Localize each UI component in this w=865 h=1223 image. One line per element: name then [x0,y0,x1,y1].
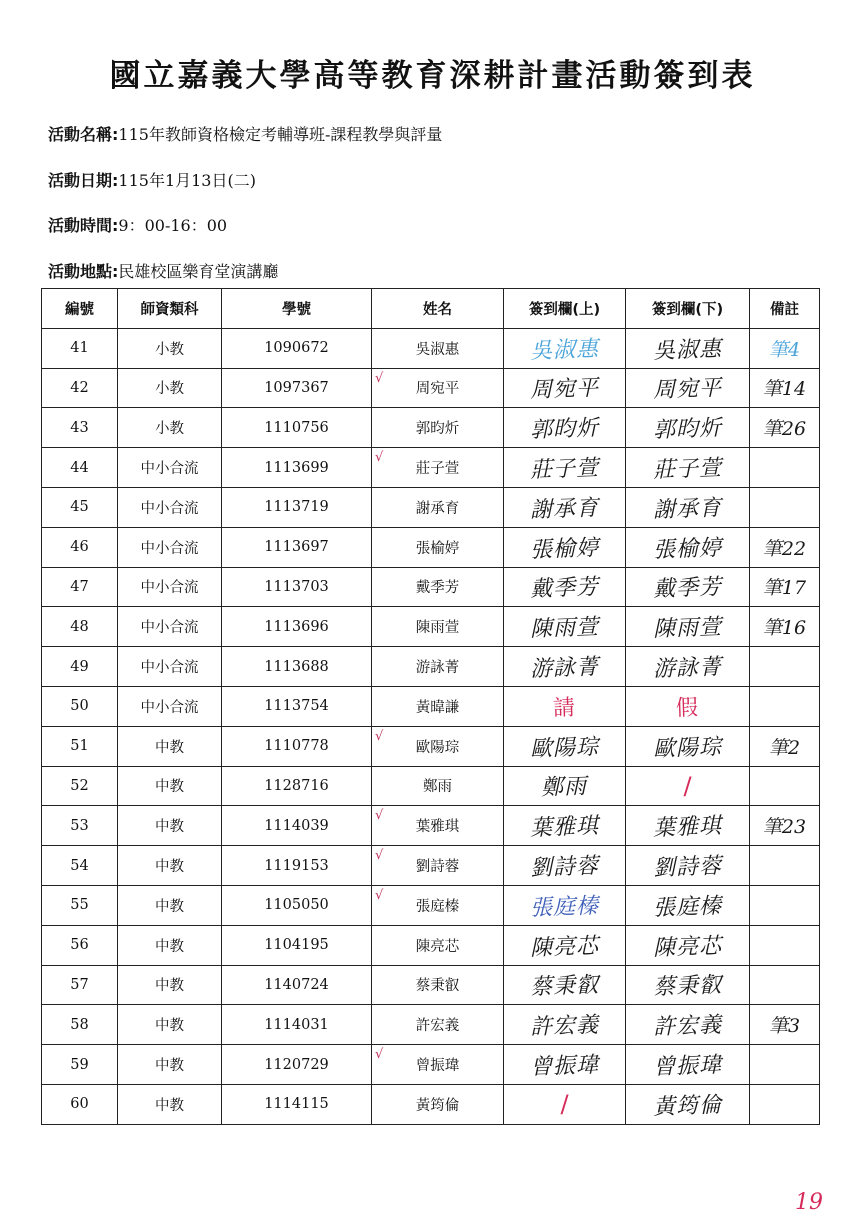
row-remark-cell [750,766,820,806]
row-number: 42 [42,368,118,408]
signature-am-cell [504,368,626,408]
signature-am: 郭昀炘 [529,416,600,444]
row-name: 許宏義 [415,1018,460,1035]
row-remark-cell [750,567,820,607]
row-name-cell [372,925,504,965]
signature-pm: 張庭榛 [652,893,723,922]
row-name: 蔡秉叡 [415,978,460,995]
row-name-cell [372,726,504,766]
row-student-id: 1113719 [222,487,372,527]
row-remark-cell [750,647,820,687]
signature-am: 謝承育 [529,495,600,524]
row-remark-cell [750,846,820,886]
signature-am: 請 [552,695,577,722]
signature-am: 蔡秉叡 [529,973,600,1001]
table-row [42,408,820,448]
signature-am-cell [504,925,626,965]
signature-pm-cell [626,806,750,846]
row-remark: 筆16 [762,617,807,640]
row-number: 50 [42,686,118,726]
row-student-id: 1113703 [222,567,372,607]
table-row [42,567,820,607]
signature-pm: 吳淑惠 [652,336,723,364]
signature-am: 周宛平 [529,376,600,404]
table-header-row [42,289,820,329]
row-remark: 筆26 [762,418,807,441]
row-name: 吳淑惠 [415,341,460,358]
activity-time [48,213,227,236]
signature-am-cell [504,647,626,687]
strike-mark: / [560,1090,569,1119]
signature-pm-cell [626,647,750,687]
signature-pm-cell [626,487,750,527]
signature-pm-cell [626,925,750,965]
table-row [42,368,820,408]
table-row [42,607,820,647]
row-remark-cell [750,408,820,448]
signature-am-cell [504,527,626,567]
signature-pm: 莊子萱 [652,455,723,484]
table-row [42,846,820,886]
row-name: 游詠菁 [415,660,460,677]
row-name-cell [372,1045,504,1085]
activity-place-label: 活動地點: [48,262,119,281]
row-name-cell [372,607,504,647]
row-number: 57 [42,965,118,1005]
header-sign-pm: 簽到欄(下) [626,289,750,329]
row-remark-cell [750,607,820,647]
row-name-cell [372,328,504,368]
row-remark-cell [750,925,820,965]
row-name-cell [372,487,504,527]
row-category: 中小合流 [118,567,222,607]
row-category: 中教 [118,885,222,925]
row-student-id: 1090672 [222,328,372,368]
row-name-cell [372,846,504,886]
signature-pm-cell [626,846,750,886]
header-sign-am: 簽到欄(上) [504,289,626,329]
row-remark-cell [750,328,820,368]
signature-pm: 戴季芳 [652,575,723,603]
row-name: 鄭雨 [423,779,452,796]
table-row [42,328,820,368]
signature-pm-cell [626,368,750,408]
signature-pm: 劉詩蓉 [652,853,723,882]
activity-date [48,168,256,191]
signature-pm: 游詠菁 [652,654,723,683]
check-mark-icon: √ [375,887,384,903]
row-name-cell [372,766,504,806]
row-name-cell [372,1084,504,1124]
table-row [42,647,820,687]
check-mark-icon: √ [375,370,384,386]
row-name-cell [372,567,504,607]
row-name-cell [372,965,504,1005]
row-number: 44 [42,448,118,488]
row-remark: 筆17 [762,577,807,600]
signature-pm-cell [626,527,750,567]
row-student-id: 1114115 [222,1084,372,1124]
row-number: 45 [42,487,118,527]
row-remark-cell [750,1005,820,1045]
signature-pm: 陳雨萱 [652,615,723,643]
row-name: 周宛平 [415,381,460,398]
row-category: 中教 [118,726,222,766]
row-remark-cell [750,806,820,846]
row-name-cell [372,647,504,687]
row-student-id: 1110778 [222,726,372,766]
row-student-id: 1113696 [222,607,372,647]
signature-pm: 蔡秉叡 [652,973,723,1001]
row-number: 56 [42,925,118,965]
signature-pm: 假 [675,695,700,722]
row-number: 55 [42,885,118,925]
activity-place-value: 民雄校區樂育堂演講廳 [118,262,279,281]
activity-name [48,122,442,145]
row-category: 小教 [118,408,222,448]
row-category: 中教 [118,766,222,806]
header-student-id: 學號 [222,289,372,329]
row-name-cell [372,368,504,408]
row-category: 中教 [118,806,222,846]
row-remark-cell [750,885,820,925]
header-name: 姓名 [372,289,504,329]
signature-am-cell [504,328,626,368]
table-row [42,1084,820,1124]
row-number: 46 [42,527,118,567]
row-student-id: 1105050 [222,885,372,925]
row-name: 陳亮芯 [415,938,460,955]
row-name: 曾振瑋 [415,1058,460,1075]
signature-pm-cell [626,885,750,925]
sign-in-table [41,288,820,1125]
row-name-cell [372,806,504,846]
row-remark-cell [750,448,820,488]
activity-place [48,259,278,282]
header-remarks: 備註 [750,289,820,329]
signature-pm-cell [626,408,750,448]
row-category: 中小合流 [118,686,222,726]
activity-date-label: 活動日期: [48,171,119,190]
strike-mark: / [683,771,692,800]
row-student-id: 1114039 [222,806,372,846]
row-name: 葉雅琪 [415,819,460,836]
signature-pm: 謝承育 [652,495,723,524]
row-category: 中教 [118,925,222,965]
row-remark-cell [750,527,820,567]
row-category: 中教 [118,1005,222,1045]
signature-am-cell [504,885,626,925]
row-remark: 筆22 [762,537,807,560]
table-body [42,328,820,1124]
row-number: 59 [42,1045,118,1085]
signature-am-cell [504,766,626,806]
check-mark-icon: √ [375,848,384,864]
row-name-cell [372,448,504,488]
signature-am: 許宏義 [529,1013,600,1041]
row-student-id: 1140724 [222,965,372,1005]
table-row [42,448,820,488]
row-remark: 筆3 [768,1015,801,1038]
row-category: 中教 [118,846,222,886]
row-remark-cell [750,1045,820,1085]
signature-pm-cell [626,448,750,488]
row-name: 謝承育 [415,500,460,517]
signature-am-cell [504,487,626,527]
row-category: 中小合流 [118,607,222,647]
activity-date-value: 115年1月13日(二) [118,171,256,190]
row-name: 張庭榛 [415,898,460,915]
page-title: 國立嘉義大學高等教育深耕計畫活動簽到表 [109,58,756,94]
header-number: 編號 [42,289,118,329]
row-name: 劉詩蓉 [415,859,460,876]
signature-pm-cell [626,686,750,726]
signature-pm: 郭昀炘 [652,416,723,444]
signature-am: 吳淑惠 [529,336,600,364]
row-student-id: 1113697 [222,527,372,567]
row-remark-cell [750,726,820,766]
table-row [42,885,820,925]
signature-am: 鄭雨 [541,774,588,802]
row-category: 中教 [118,1045,222,1085]
row-remark-cell [750,487,820,527]
signature-am: 張庭榛 [529,893,600,922]
row-remark: 筆4 [768,338,801,361]
row-category: 小教 [118,368,222,408]
row-name-cell [372,1005,504,1045]
signature-am-cell [504,806,626,846]
row-name-cell [372,527,504,567]
table-row [42,686,820,726]
row-student-id: 1113754 [222,686,372,726]
table-row [42,766,820,806]
row-category: 中教 [118,1084,222,1124]
row-category: 小教 [118,328,222,368]
signature-am-cell [504,1084,626,1124]
row-student-id: 1110756 [222,408,372,448]
signature-am: 劉詩蓉 [529,853,600,882]
page-number-mark: 19 [795,1190,823,1215]
row-student-id: 1120729 [222,1045,372,1085]
row-category: 中小合流 [118,527,222,567]
row-name: 黃暐謙 [415,699,460,716]
activity-name-value: 115年教師資格檢定考輔導班-課程教學與評量 [118,125,443,144]
row-remark-cell [750,965,820,1005]
row-category: 中小合流 [118,487,222,527]
signature-am: 張榆婷 [529,535,600,563]
row-student-id: 1119153 [222,846,372,886]
check-mark-icon: √ [375,1047,384,1063]
check-mark-icon: √ [375,808,384,824]
signature-am-cell [504,686,626,726]
signature-am: 戴季芳 [529,575,600,603]
activity-time-label: 活動時間: [48,216,119,235]
check-mark-icon: √ [375,728,384,744]
activity-time-value: 9：00-16：00 [118,216,228,235]
table-row [42,1045,820,1085]
signature-pm: 黃筠倫 [652,1092,723,1121]
signature-am: 陳雨萱 [529,615,600,643]
signature-pm-cell [626,328,750,368]
row-name: 戴季芳 [415,580,460,597]
signature-pm-cell [626,607,750,647]
row-remark-cell [750,686,820,726]
signature-am-cell [504,408,626,448]
signature-pm-cell [626,1045,750,1085]
signature-pm-cell [626,567,750,607]
row-remark-cell [750,1084,820,1124]
row-name-cell [372,885,504,925]
row-remark: 筆23 [762,816,807,839]
row-name-cell [372,686,504,726]
signature-pm: 曾振瑋 [652,1052,723,1081]
table-row [42,925,820,965]
signature-am-cell [504,965,626,1005]
signature-am-cell [504,448,626,488]
signature-am-cell [504,1045,626,1085]
signature-pm: 張榆婷 [652,535,723,563]
signature-am-cell [504,1005,626,1045]
signature-pm-cell [626,1005,750,1045]
row-student-id: 1113699 [222,448,372,488]
signature-pm-cell [626,766,750,806]
row-number: 41 [42,328,118,368]
signature-am-cell [504,726,626,766]
row-student-id: 1114031 [222,1005,372,1045]
table-row [42,726,820,766]
row-name: 歐陽琮 [415,739,460,756]
table-row [42,965,820,1005]
table-row [42,806,820,846]
signature-pm: 葉雅琪 [652,814,723,842]
row-number: 48 [42,607,118,647]
header-category: 師資類科 [118,289,222,329]
row-category: 中小合流 [118,647,222,687]
signature-pm-cell [626,726,750,766]
signature-am: 葉雅琪 [529,814,600,842]
row-name-cell [372,408,504,448]
row-student-id: 1113688 [222,647,372,687]
table-row [42,527,820,567]
signature-pm-cell [626,965,750,1005]
row-number: 58 [42,1005,118,1045]
row-number: 49 [42,647,118,687]
signature-am: 莊子萱 [529,455,600,484]
row-number: 60 [42,1084,118,1124]
row-number: 51 [42,726,118,766]
signature-am-cell [504,567,626,607]
row-number: 47 [42,567,118,607]
row-number: 54 [42,846,118,886]
table-row [42,487,820,527]
row-remark: 筆2 [768,736,801,759]
signature-am: 曾振瑋 [529,1052,600,1081]
row-student-id: 1097367 [222,368,372,408]
signature-am: 陳亮芯 [529,933,600,961]
row-number: 53 [42,806,118,846]
signature-pm: 許宏義 [652,1013,723,1041]
signature-am-cell [504,607,626,647]
row-name: 陳雨萱 [415,620,460,637]
signature-pm-cell [626,1084,750,1124]
row-name: 黃筠倫 [415,1097,460,1114]
row-category: 中教 [118,965,222,1005]
signature-am-cell [504,846,626,886]
row-name: 張榆婷 [415,540,460,557]
row-student-id: 1128716 [222,766,372,806]
row-name: 郭昀炘 [415,421,460,438]
table-row [42,1005,820,1045]
signature-pm: 歐陽琮 [652,734,723,762]
signature-pm: 周宛平 [652,376,723,404]
signature-am: 歐陽琮 [529,734,600,762]
row-remark-cell [750,368,820,408]
row-category: 中小合流 [118,448,222,488]
signature-am: 游詠菁 [529,654,600,683]
row-number: 43 [42,408,118,448]
activity-name-label: 活動名稱: [48,125,119,144]
row-number: 52 [42,766,118,806]
row-name: 莊子萱 [415,461,460,478]
check-mark-icon: √ [375,450,384,466]
row-remark: 筆14 [762,378,807,401]
row-student-id: 1104195 [222,925,372,965]
signature-pm: 陳亮芯 [652,933,723,961]
